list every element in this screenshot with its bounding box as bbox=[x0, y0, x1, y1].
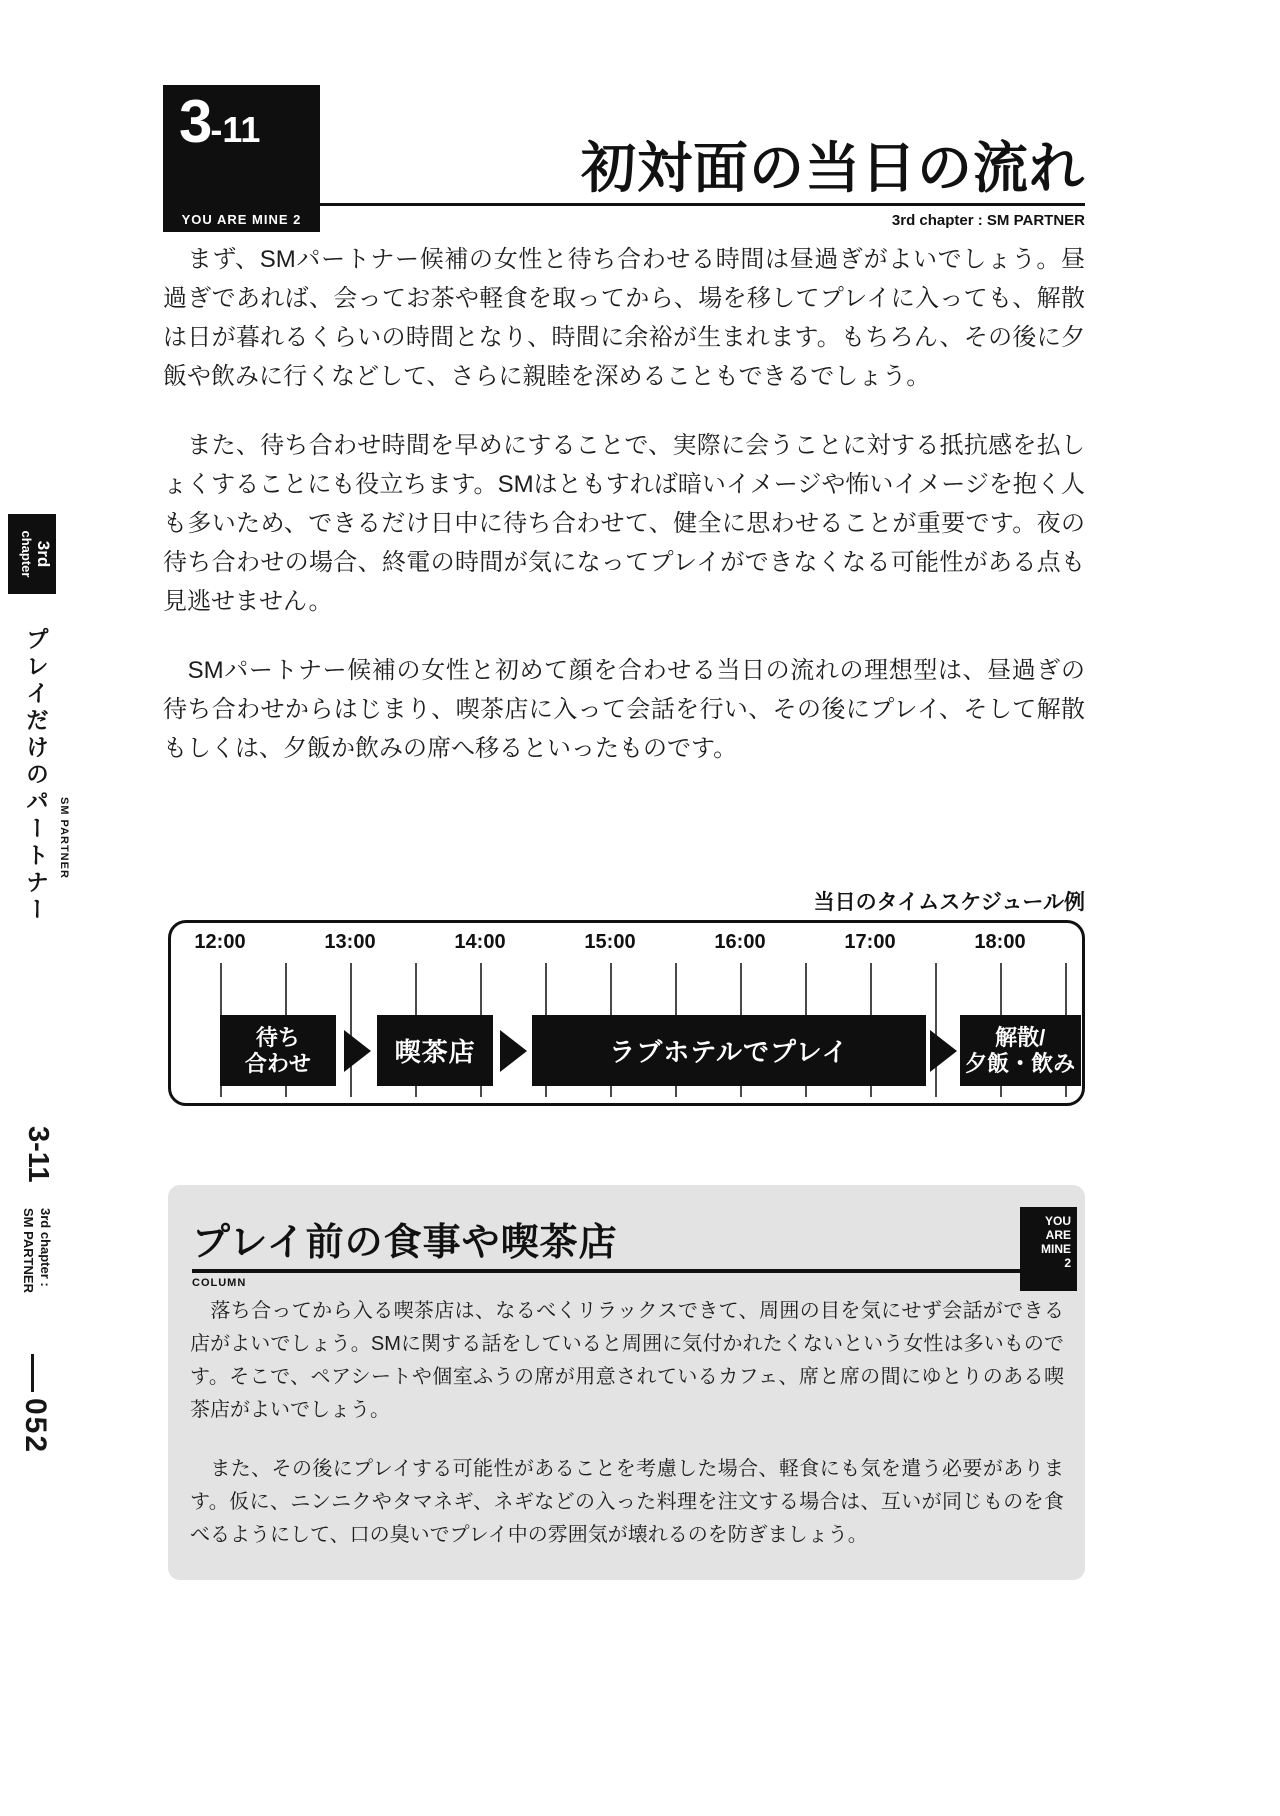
page-number: 052 bbox=[19, 1398, 52, 1455]
timeline-event: 喫茶店 bbox=[377, 1015, 493, 1086]
paragraph: また、待ち合わせ時間を早めにすることで、実際に会うことに対する抵抗感を払しょくすることにも役立ちます。SMはともすれば暗いイメージや怖いイメージを抱く人も多いため、できるだけ日中に待ち合わせて、健全に思わせることが重要です。夜の待ち合わせの場合、終電の時間が気になってプレイができなくなる可能性がある点も見逃せません。 bbox=[163, 432, 1085, 615]
badge-line: ARE bbox=[1045, 1228, 1071, 1242]
hour-label: 17:00 bbox=[844, 931, 896, 953]
sidebar-caption-line: SM PARTNER bbox=[21, 1208, 36, 1293]
header-rule bbox=[320, 203, 1085, 206]
hour-label: 18:00 bbox=[974, 931, 1026, 953]
timeline-event: ラブホテルでプレイ bbox=[532, 1015, 926, 1086]
column-box bbox=[168, 1185, 1085, 1580]
paragraph: SMパートナー候補の女性と初めて顔を合わせる当日の流れの理想型は、昼過ぎの待ち合わせからはじまり、喫茶店に入って会話を行い、その後にプレイ、そして解散もしくは、夕飯か飲みの席へ移るといったものです。 bbox=[163, 657, 1085, 762]
badge-line: 2 bbox=[1064, 1256, 1071, 1270]
hour-label: 13:00 bbox=[324, 931, 376, 953]
sidebar-chapter-box bbox=[8, 514, 56, 594]
sidebar-section-code: 3-11 bbox=[22, 1126, 54, 1183]
sidebar-caption-line: 3rd chapter : bbox=[38, 1208, 53, 1287]
column-title: プレイ前の食事や喫茶店 bbox=[192, 1222, 618, 1264]
badge-line: MINE bbox=[1041, 1242, 1071, 1256]
sidebar-divider bbox=[31, 1354, 34, 1392]
paragraph: まず、SMパートナー候補の女性と待ち合わせる時間は昼過ぎがよいでしょう。昼過ぎであれば、会ってお茶や軽食を取ってから、場を移してプレイに入っても、解散は日が暮れるくらいの時間となり、時間に余裕が生まれます。もちろん、その後に夕飯や飲みに行くなどして、さらに親睦を深めることもできるでしょう。 bbox=[163, 246, 1085, 390]
hour-label: 16:00 bbox=[714, 931, 766, 953]
timeline-event: 解散/ 夕飯・飲み bbox=[960, 1015, 1081, 1086]
brand-badge bbox=[1020, 1207, 1077, 1291]
hour-label: 12:00 bbox=[194, 931, 246, 953]
arrow-right-icon bbox=[344, 1030, 371, 1072]
sidebar-chapter-line: chapter bbox=[19, 530, 35, 578]
sidebar-series-subtitle: SM PARTNER bbox=[58, 797, 70, 879]
column-rule bbox=[192, 1269, 1020, 1273]
page-title: 初対面の当日の流れ bbox=[580, 137, 1085, 199]
arrow-right-icon bbox=[930, 1030, 957, 1072]
brand-label: YOU ARE MINE 2 bbox=[181, 212, 302, 227]
header-caption: 3rd chapter : SM PARTNER bbox=[891, 212, 1085, 229]
hour-label: 15:00 bbox=[584, 931, 636, 953]
paragraph: また、その後にプレイする可能性があることを考慮した場合、軽食にも気を遣う必要があります。仮に、ニンニクやタマネギ、ネギなどの入った料理を注文する場合は、互いが同じものを食べるようにして、口の臭いでプレイ中の雰囲気が壊れるのを防ぎましょう。 bbox=[190, 1458, 1064, 1546]
body-text bbox=[163, 240, 1085, 798]
badge-line: YOU bbox=[1044, 1214, 1071, 1228]
sidebar-series-title: プレイだけのパートナー bbox=[23, 627, 49, 924]
column-tag: COLUMN bbox=[192, 1277, 247, 1289]
timeline-caption: 当日のタイムスケジュール例 bbox=[813, 891, 1085, 914]
column-text bbox=[190, 1295, 1064, 1578]
chapter-number: 3-11 bbox=[179, 88, 261, 155]
arrow-right-icon bbox=[500, 1030, 527, 1072]
timeline-figure bbox=[168, 920, 1085, 1106]
paragraph: 落ち合ってから入る喫茶店は、なるべくリラックスできて、周囲の目を気にせず会話ができる店がよいでしょう。SMに関する話をしていると周囲に気付かれたくないという女性は多いものです。そこで、ペアシートや個室ふうの席が用意されているカフェ、席と席の間にゆとりのある喫茶店がよいでしょう。 bbox=[190, 1300, 1064, 1421]
sidebar-chapter-line: 3rd bbox=[34, 540, 53, 568]
timeline-event: 待ち 合わせ bbox=[220, 1015, 336, 1086]
sidebar-section-caption bbox=[10, 1208, 54, 1332]
hour-label: 14:00 bbox=[454, 931, 506, 953]
